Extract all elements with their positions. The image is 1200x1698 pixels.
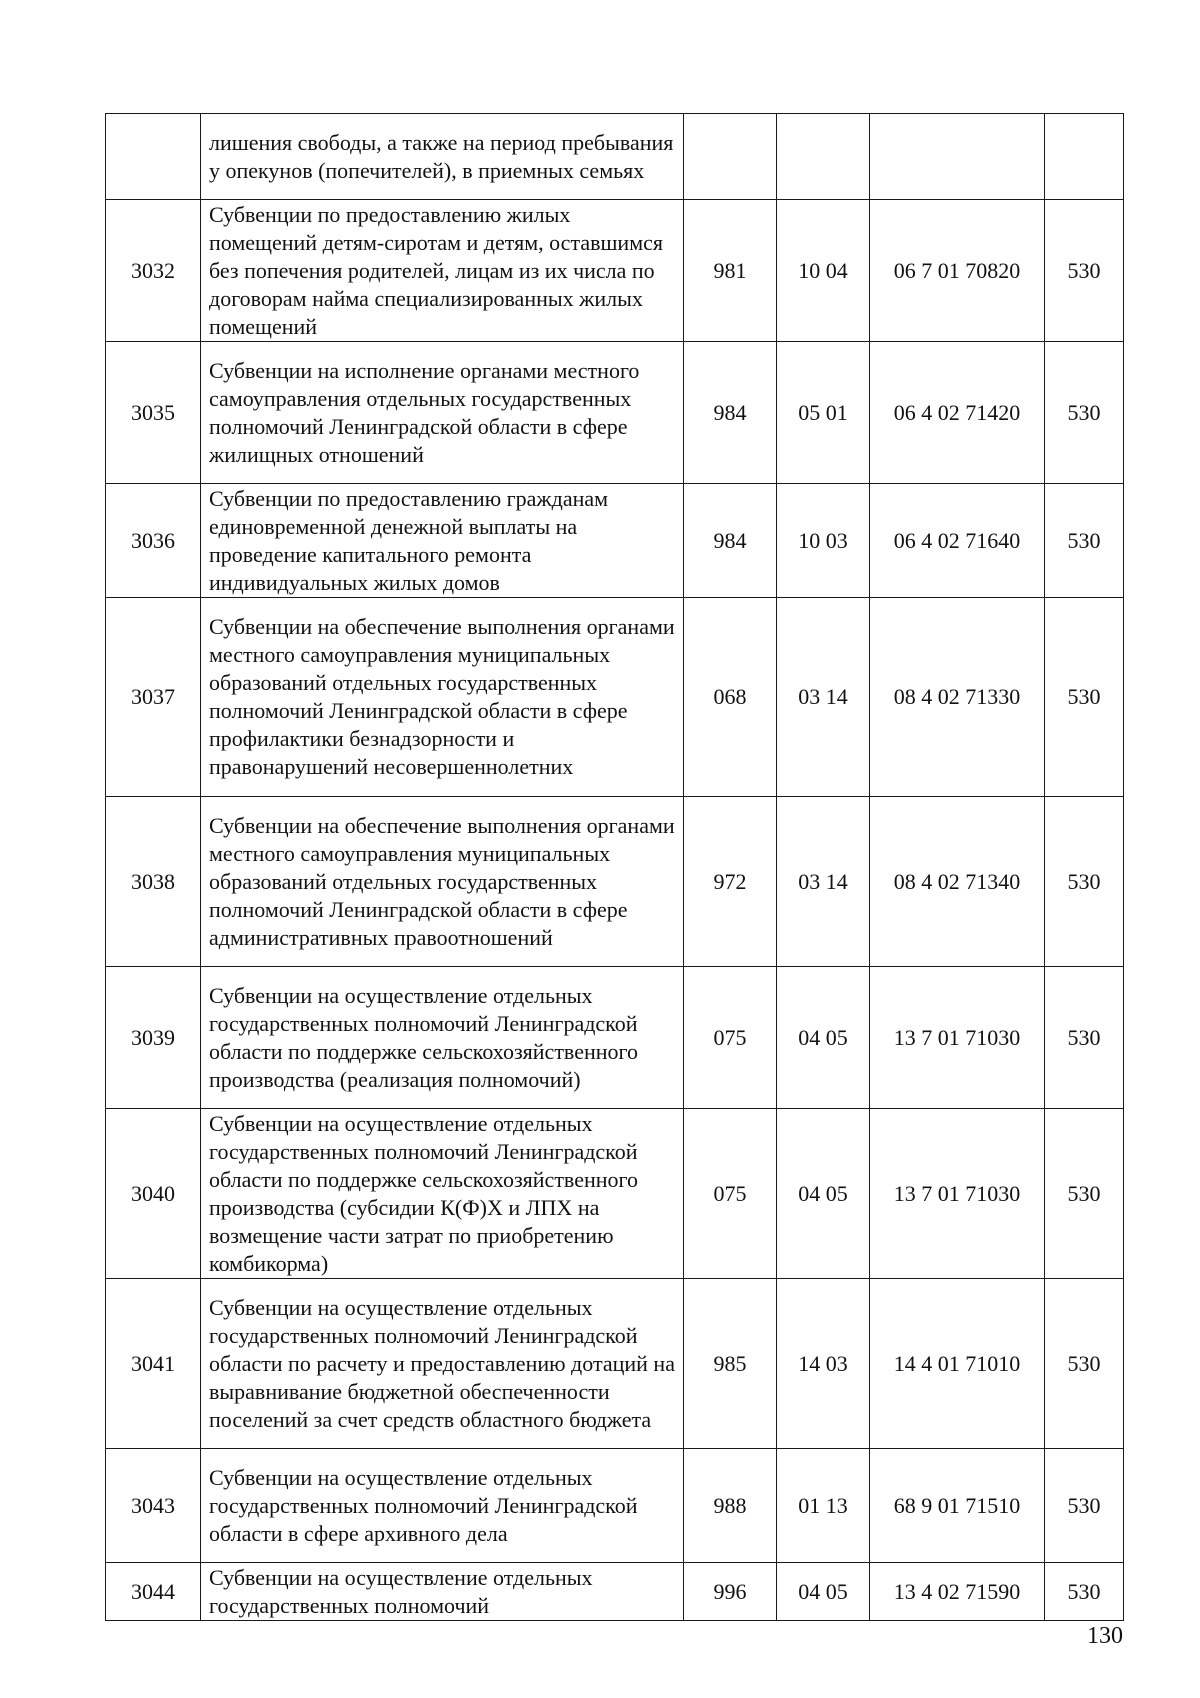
row-section-code: 03 14 — [777, 797, 870, 967]
row-expense-type: 530 — [1045, 342, 1124, 484]
row-description: Субвенции на осуществление отдельных государственных полномочий Ленинградской области в сфере архивного дела — [201, 1449, 684, 1563]
row-expense-type: 530 — [1045, 1449, 1124, 1563]
row-grbs-code: 981 — [684, 200, 777, 342]
row-number — [106, 114, 201, 200]
table-row — [106, 484, 1124, 598]
table-row — [106, 114, 1124, 200]
row-number: 3039 — [106, 967, 201, 1109]
table-row — [106, 797, 1124, 967]
row-section-code: 03 14 — [777, 598, 870, 797]
row-target-code: 06 4 02 71420 — [870, 342, 1045, 484]
row-section-code: 10 03 — [777, 484, 870, 598]
table-row — [106, 1109, 1124, 1279]
row-description: Субвенции по предоставлению гражданам единовременной денежной выплаты на проведение капитального ремонта индивидуальных жилых домов — [201, 484, 684, 598]
row-expense-type: 530 — [1045, 598, 1124, 797]
row-expense-type: 530 — [1045, 1109, 1124, 1279]
budget-codes-table — [105, 113, 1124, 1621]
row-target-code: 08 4 02 71340 — [870, 797, 1045, 967]
row-grbs-code: 996 — [684, 1563, 777, 1621]
row-grbs-code: 075 — [684, 967, 777, 1109]
table-row — [106, 342, 1124, 484]
row-description: лишения свободы, а также на период пребывания у опекунов (попечителей), в приемных семьях — [201, 114, 684, 200]
row-description: Субвенции на осуществление отдельных государственных полномочий Ленинградской области по расчету и предоставлению дотаций на выравнивание бюджетной обеспеченности поселений за счет средств областного бюджета — [201, 1279, 684, 1449]
row-expense-type: 530 — [1045, 484, 1124, 598]
row-section-code — [777, 114, 870, 200]
row-grbs-code: 075 — [684, 1109, 777, 1279]
table-row — [106, 200, 1124, 342]
row-target-code: 06 4 02 71640 — [870, 484, 1045, 598]
row-number: 3032 — [106, 200, 201, 342]
row-description: Субвенции по предоставлению жилых помещений детям-сиротам и детям, оставшимся без попечения родителей, лицам из их числа по договорам найма специализированных жилых помещений — [201, 200, 684, 342]
row-grbs-code: 988 — [684, 1449, 777, 1563]
row-target-code: 06 7 01 70820 — [870, 200, 1045, 342]
row-expense-type: 530 — [1045, 1563, 1124, 1621]
row-expense-type: 530 — [1045, 200, 1124, 342]
row-section-code: 05 01 — [777, 342, 870, 484]
row-number: 3036 — [106, 484, 201, 598]
row-target-code — [870, 114, 1045, 200]
table-row — [106, 598, 1124, 797]
row-grbs-code: 985 — [684, 1279, 777, 1449]
row-section-code: 01 13 — [777, 1449, 870, 1563]
row-number: 3035 — [106, 342, 201, 484]
row-target-code: 14 4 01 71010 — [870, 1279, 1045, 1449]
row-description: Субвенции на исполнение органами местного самоуправления отдельных государственных полномочий Ленинградской области в сфере жилищных отношений — [201, 342, 684, 484]
row-target-code: 68 9 01 71510 — [870, 1449, 1045, 1563]
row-expense-type: 530 — [1045, 1279, 1124, 1449]
row-grbs-code — [684, 114, 777, 200]
row-target-code: 13 4 02 71590 — [870, 1563, 1045, 1621]
row-section-code: 10 04 — [777, 200, 870, 342]
row-number: 3040 — [106, 1109, 201, 1279]
row-description: Субвенции на осуществление отдельных государственных полномочий — [201, 1563, 684, 1621]
row-number: 3041 — [106, 1279, 201, 1449]
row-section-code: 14 03 — [777, 1279, 870, 1449]
row-description: Субвенции на обеспечение выполнения органами местного самоуправления муниципальных образований отдельных государственных полномочий Ленинградской области в сфере административных правоотношений — [201, 797, 684, 967]
row-grbs-code: 984 — [684, 484, 777, 598]
row-section-code: 04 05 — [777, 1563, 870, 1621]
row-grbs-code: 068 — [684, 598, 777, 797]
row-section-code: 04 05 — [777, 967, 870, 1109]
row-number: 3038 — [106, 797, 201, 967]
row-expense-type: 530 — [1045, 967, 1124, 1109]
row-number: 3043 — [106, 1449, 201, 1563]
row-description: Субвенции на обеспечение выполнения органами местного самоуправления муниципальных образований отдельных государственных полномочий Ленинградской области в сфере профилактики безнадзорности и правонарушений несовершеннолетних — [201, 598, 684, 797]
table-body — [106, 114, 1124, 1621]
table-row — [106, 1279, 1124, 1449]
row-target-code: 08 4 02 71330 — [870, 598, 1045, 797]
row-target-code: 13 7 01 71030 — [870, 967, 1045, 1109]
table-row — [106, 967, 1124, 1109]
row-description: Субвенции на осуществление отдельных государственных полномочий Ленинградской области по поддержке сельскохозяйственного производства (реализация полномочий) — [201, 967, 684, 1109]
row-grbs-code: 972 — [684, 797, 777, 967]
row-expense-type: 530 — [1045, 797, 1124, 967]
row-target-code: 13 7 01 71030 — [870, 1109, 1045, 1279]
row-grbs-code: 984 — [684, 342, 777, 484]
row-expense-type — [1045, 114, 1124, 200]
row-description: Субвенции на осуществление отдельных государственных полномочий Ленинградской области по поддержке сельскохозяйственного производства (субсидии К(Ф)Х и ЛПХ на возмещение части затрат по приобретению комбикорма) — [201, 1109, 684, 1279]
table-row — [106, 1563, 1124, 1621]
row-section-code: 04 05 — [777, 1109, 870, 1279]
page-number: 130 — [1087, 1623, 1123, 1649]
row-number: 3044 — [106, 1563, 201, 1621]
row-number: 3037 — [106, 598, 201, 797]
table-row — [106, 1449, 1124, 1563]
